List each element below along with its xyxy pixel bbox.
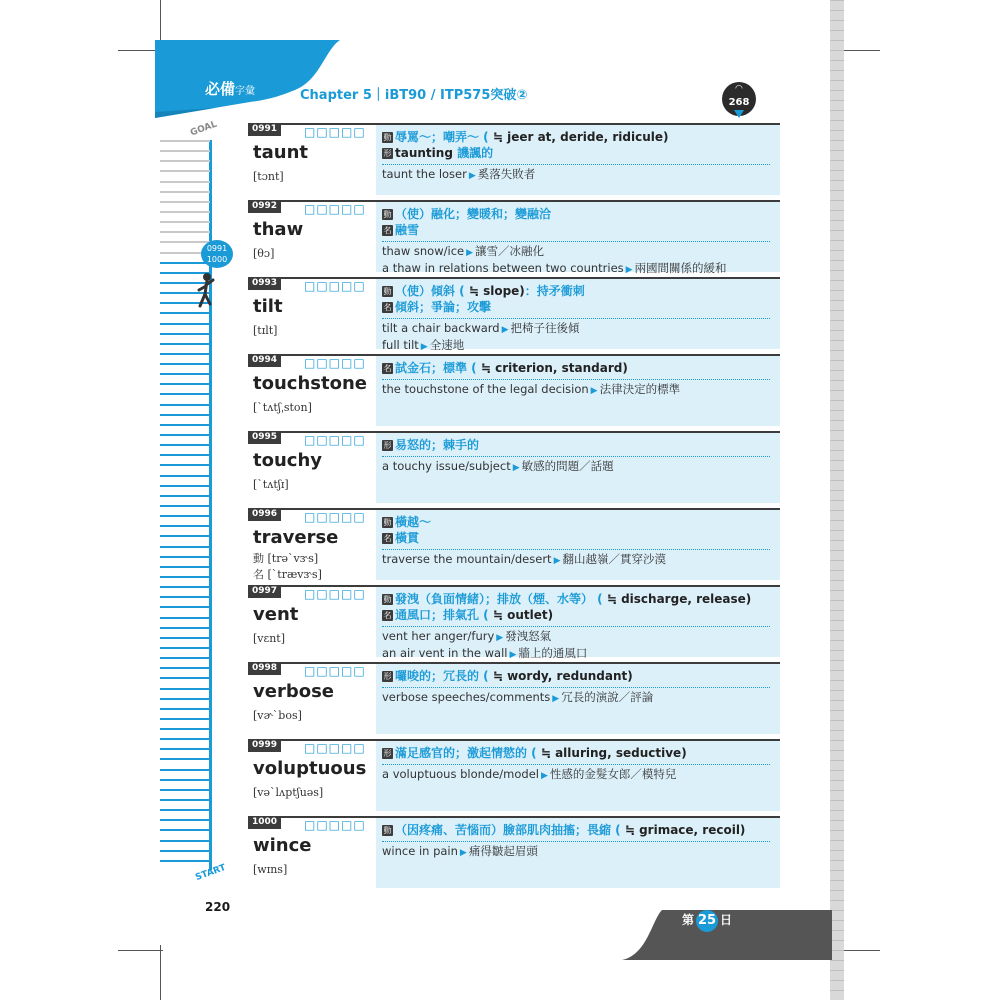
example-line <box>382 646 772 663</box>
definition-line <box>382 745 772 761</box>
part-of-speech-icon: 形 <box>383 441 392 450</box>
vocab-entry <box>248 508 780 580</box>
definition-zh: （使）傾斜 ( <box>395 284 465 298</box>
checkbox-row[interactable]: □□□□□ <box>304 125 366 139</box>
headword: vent <box>253 604 299 625</box>
definition-line <box>382 299 772 315</box>
entry-number: 0999 <box>248 739 281 752</box>
dotted-divider <box>382 764 770 765</box>
ladder-rung <box>160 383 210 385</box>
definition-line <box>382 360 772 376</box>
definition-zh: 囉唆的；冗長的 ( <box>395 669 489 683</box>
ladder-rung <box>160 343 210 345</box>
ladder-rung <box>160 627 210 629</box>
dotted-divider <box>382 549 770 550</box>
example-en: taunt the loser <box>382 167 467 181</box>
example-zh: 把椅子往後傾 <box>510 321 580 335</box>
example-en: verbose speeches/comments <box>382 690 551 704</box>
vocab-entry <box>248 123 780 195</box>
definition-en: ≒ grimace, recoil) <box>620 823 746 837</box>
ladder-rung <box>160 323 210 325</box>
dotted-divider <box>382 687 770 688</box>
part-of-speech-icon: 名 <box>383 364 392 373</box>
ladder-rung <box>160 333 210 335</box>
ladder-rung <box>160 505 210 507</box>
checkbox-row[interactable]: □□□□□ <box>304 664 366 678</box>
goal-label: GOAL <box>189 119 219 139</box>
definition-zh: 易怒的；棘手的 <box>395 438 480 452</box>
ladder-rung <box>160 414 210 416</box>
definition-zh: 傾斜；爭論；攻擊 <box>395 300 492 314</box>
ladder-rung <box>160 424 210 426</box>
arrow-icon: ▶ <box>468 171 476 181</box>
example-en: wince in pain <box>382 844 458 858</box>
entry-number: 1000 <box>248 816 281 829</box>
example-zh: 全速地 <box>429 338 465 352</box>
definition-zh: 發洩（負面情緒）；排放（煙、水等） ( <box>395 592 603 606</box>
example-en: thaw snow/ice <box>382 244 465 258</box>
arrow-icon: ▶ <box>501 325 509 335</box>
definitions <box>382 668 772 707</box>
entry-number: 0994 <box>248 354 281 367</box>
bubble-start-id: 0991 <box>206 244 228 253</box>
ladder-rung <box>160 860 210 862</box>
part-of-speech-icon: 動 <box>383 287 392 296</box>
dotted-divider <box>382 164 770 165</box>
ladder-rung <box>160 485 210 487</box>
vocab-entry <box>248 585 780 660</box>
ladder-rung <box>160 576 210 578</box>
headword: taunt <box>253 142 308 163</box>
pronunciation: 動 [trəˋvɝs] <box>253 552 319 565</box>
definition-en: ≒ alluring, seductive) <box>536 746 687 760</box>
climber-icon <box>195 272 217 312</box>
part-of-speech-icon: 動 <box>383 595 392 604</box>
ladder-rung <box>160 495 210 497</box>
crop-mark <box>118 950 163 951</box>
ladder-rung <box>160 657 210 659</box>
ladder-rung <box>160 353 210 355</box>
definition-line <box>382 514 772 530</box>
pronunciation-noun: 名 [ˋtrævɝs] <box>253 568 322 581</box>
ladder-rung <box>160 211 210 213</box>
definition-line <box>382 283 772 299</box>
ladder-rung <box>160 758 210 760</box>
entry-number: 0996 <box>248 508 281 521</box>
ladder-rung <box>160 444 210 446</box>
example-en: vent her anger/fury <box>382 629 495 643</box>
definition-en: ≒ slope) <box>464 284 525 298</box>
definition-en: ≒ criterion, standard) <box>476 361 628 375</box>
pronunciation: [vɚˋbos] <box>253 709 302 722</box>
part-of-speech-icon: 名 <box>383 303 392 312</box>
headword: tilt <box>253 296 283 317</box>
day-suffix: 日 <box>720 913 733 927</box>
ladder-rung <box>160 586 210 588</box>
checkbox-row[interactable]: □□□□□ <box>304 741 366 755</box>
ladder-rung <box>160 809 210 811</box>
bubble-end-id: 1000 <box>206 255 228 264</box>
definitions <box>382 437 772 476</box>
example-line <box>382 767 772 784</box>
pronunciation: [tɔnt] <box>253 170 284 183</box>
entry-number: 0995 <box>248 431 281 444</box>
entry-number: 0991 <box>248 123 281 136</box>
ladder-rung <box>160 181 210 183</box>
ladder-rung <box>160 748 210 750</box>
definition-zh: 橫貫 <box>395 531 420 545</box>
definition-zh: 融雪 <box>395 223 420 237</box>
definition-zh: （因疼痛、苦惱而）臉部肌肉抽搐；畏縮 ( <box>395 823 621 837</box>
ladder-rung <box>160 201 210 203</box>
ladder-rung <box>160 617 210 619</box>
example-en: full tilt <box>382 338 419 352</box>
checkbox-row[interactable]: □□□□□ <box>304 433 366 447</box>
ladder-rung <box>160 454 210 456</box>
part-of-speech-icon: 動 <box>383 826 392 835</box>
ladder-rung <box>160 698 210 700</box>
example-line <box>382 629 772 646</box>
part-of-speech-icon: 名 <box>383 226 392 235</box>
ladder-rung <box>160 434 210 436</box>
entry-number: 0992 <box>248 200 281 213</box>
definition-zh-extra: ：持矛衝刺 <box>524 284 585 298</box>
definitions <box>382 283 772 355</box>
audio-track-number: 268 <box>728 97 750 108</box>
vocab-entry <box>248 354 780 426</box>
definitions <box>382 745 772 784</box>
ladder-rung <box>160 515 210 517</box>
headword: thaw <box>253 219 304 240</box>
example-zh: 冗長的演說／評論 <box>561 690 654 704</box>
vocab-entry <box>248 662 780 734</box>
part-of-speech-icon: 形 <box>383 672 392 681</box>
definition-line <box>382 129 772 145</box>
entry-number: 0997 <box>248 585 281 598</box>
example-line <box>382 459 772 476</box>
definition-zh: 通風口；排氣孔 ( <box>395 608 489 622</box>
ladder-rung <box>160 150 210 152</box>
definitions <box>382 591 772 663</box>
dotted-divider <box>382 318 770 319</box>
arrow-icon: ▶ <box>420 342 428 352</box>
pronunciation: [ˋtʌtʃɪ] <box>253 478 289 491</box>
definition-zh: 辱罵～；嘲弄～ ( <box>395 130 489 144</box>
ladder-rung <box>160 708 210 710</box>
example-en: a touchy issue/subject <box>382 459 511 473</box>
definition-line <box>382 607 772 623</box>
definition-en: ≒ wordy, redundant) <box>488 669 633 683</box>
part-of-speech-icon: 形 <box>383 749 392 758</box>
headword: touchstone <box>253 373 367 394</box>
example-zh: 讓雪／冰融化 <box>475 244 545 258</box>
example-line <box>382 261 772 278</box>
pronunciation: [vɛnt] <box>253 632 286 645</box>
arrow-icon: ▶ <box>512 463 520 473</box>
page-title <box>205 78 255 99</box>
example-line <box>382 844 772 861</box>
example-zh: 發洩怒氣 <box>505 629 552 643</box>
example-en: a thaw in relations between two countries <box>382 261 624 275</box>
example-line <box>382 321 772 338</box>
example-zh: 敏感的問題／話題 <box>521 459 614 473</box>
example-zh: 法律決定的標準 <box>599 382 681 396</box>
ladder-rung <box>160 535 210 537</box>
ladder-rung <box>160 738 210 740</box>
ladder-rung <box>160 312 210 314</box>
example-line <box>382 552 772 569</box>
part-of-speech-icon: 名 <box>383 534 392 543</box>
ladder-rung <box>160 789 210 791</box>
entry-number: 0998 <box>248 662 281 675</box>
vocab-entry <box>248 277 780 352</box>
example-en: traverse the mountain/desert <box>382 552 552 566</box>
day-prefix: 第 <box>682 913 695 927</box>
checkbox-row[interactable]: □□□□□ <box>304 202 366 216</box>
arrow-icon: ▶ <box>496 633 504 643</box>
definitions <box>382 129 772 184</box>
ladder-rung <box>160 566 210 568</box>
arrow-icon: ▶ <box>553 556 561 566</box>
chapter-label: Chapter 5｜iBT90 / ITP575突破② <box>300 88 528 103</box>
ladder-rung <box>160 464 210 466</box>
day-indicator <box>682 910 732 932</box>
ladder-rung <box>160 647 210 649</box>
definition-line <box>382 591 772 607</box>
definition-zh: 試金石；標準 ( <box>395 361 477 375</box>
example-line <box>382 690 772 707</box>
example-en: an air vent in the wall <box>382 646 508 660</box>
dotted-divider <box>382 379 770 380</box>
part-of-speech-icon: 動 <box>383 133 392 142</box>
arrow-icon: ▶ <box>540 771 548 781</box>
crop-mark <box>160 945 161 1000</box>
ladder-rung <box>160 728 210 730</box>
headword: verbose <box>253 681 334 702</box>
definition-en: ≒ outlet) <box>488 608 554 622</box>
example-line <box>382 382 772 399</box>
example-zh: 翻山越嶺／貫穿沙漠 <box>562 552 666 566</box>
definitions <box>382 206 772 278</box>
arrow-icon: ▶ <box>552 694 560 704</box>
ladder-rung <box>160 799 210 801</box>
ladder-rung <box>160 160 210 162</box>
title-suffix: 字彙 <box>235 86 256 97</box>
ladder-rung <box>160 840 210 842</box>
part-of-speech-icon: 動 <box>383 518 392 527</box>
ladder-rung <box>160 850 210 852</box>
dotted-divider <box>382 841 770 842</box>
vocab-entry <box>248 739 780 811</box>
ladder-rung <box>160 546 210 548</box>
vocab-entry <box>248 431 780 503</box>
definition-zh: 滿足感官的；激起情慾的 ( <box>395 746 537 760</box>
part-of-speech-icon: 動 <box>383 210 392 219</box>
arrow-icon: ▶ <box>509 650 517 660</box>
arrow-icon: ▶ <box>590 386 598 396</box>
definitions <box>382 822 772 861</box>
ladder-rung <box>160 667 210 669</box>
ladder-rung <box>160 363 210 365</box>
definition-zh: （使）融化；變暖和；變融洽 <box>395 207 552 221</box>
ladder-rung <box>160 393 210 395</box>
ladder-rung <box>160 404 210 406</box>
checkbox-row[interactable]: □□□□□ <box>304 356 366 370</box>
pronunciation: [vəˋlʌptʃuəs] <box>253 786 324 799</box>
definitions <box>382 360 772 399</box>
headword: voluptuous <box>253 758 367 779</box>
ladder-rung <box>160 221 210 223</box>
definition-en: ≒ jeer at, deride, ridicule) <box>488 130 669 144</box>
definition-line <box>382 668 772 684</box>
arrow-icon: ▶ <box>625 265 633 275</box>
ladder-rung <box>160 373 210 375</box>
title-text: 必備 <box>205 80 236 98</box>
pronunciation: [tɪlt] <box>253 324 278 337</box>
pronunciation: [θɔ] <box>253 247 275 260</box>
checkbox-row[interactable]: □□□□□ <box>304 587 366 601</box>
ladder-rung <box>160 718 210 720</box>
example-en: a voluptuous blonde/model <box>382 767 539 781</box>
audio-icon: ◠ <box>735 84 743 94</box>
part-of-speech-icon: 形 <box>383 149 392 158</box>
definition-line <box>382 145 772 161</box>
dotted-divider <box>382 626 770 627</box>
example-line <box>382 167 772 184</box>
page-number: 220 <box>205 900 231 914</box>
headword: touchy <box>253 450 323 471</box>
example-zh: 痛得皺起眉頭 <box>468 844 538 858</box>
vocab-entry <box>248 816 780 888</box>
ladder-rung <box>160 769 210 771</box>
arrow-icon: ▶ <box>459 848 467 858</box>
ladder-rung <box>160 829 210 831</box>
example-en: the touchstone of the legal decision <box>382 382 589 396</box>
checkbox-row[interactable]: □□□□□ <box>304 510 366 524</box>
definition-zh-extra: 譏諷的 <box>457 146 494 160</box>
definitions <box>382 514 772 569</box>
headword: traverse <box>253 527 339 548</box>
ladder-rung <box>160 819 210 821</box>
definition-line <box>382 206 772 222</box>
definition-en: ≒ discharge, release) <box>602 592 752 606</box>
ladder-rung <box>160 606 210 608</box>
example-line <box>382 244 772 261</box>
vocab-entry <box>248 200 780 275</box>
definition-line <box>382 437 772 453</box>
definition-zh: 橫越～ <box>395 515 432 529</box>
example-en: tilt a chair backward <box>382 321 500 335</box>
ladder-rung <box>160 677 210 679</box>
margin-strip <box>830 0 844 1000</box>
ladder-rung <box>160 231 210 233</box>
progress-bubble <box>201 240 233 268</box>
ladder-rung <box>160 688 210 690</box>
ladder-rung <box>160 170 210 172</box>
example-zh: 兩國間關係的緩和 <box>634 261 727 275</box>
ladder-rung <box>160 556 210 558</box>
definition-line <box>382 822 772 838</box>
ladder-rung <box>160 596 210 598</box>
checkbox-row[interactable]: □□□□□ <box>304 279 366 293</box>
definition-line <box>382 222 772 238</box>
example-zh: 性感的金髮女郎／模特兒 <box>549 767 677 781</box>
example-zh: 牆上的通風口 <box>518 646 588 660</box>
ladder-rung <box>160 475 210 477</box>
dotted-divider <box>382 456 770 457</box>
start-label: START <box>194 862 228 884</box>
entry-number: 0993 <box>248 277 281 290</box>
definition-line <box>382 530 772 546</box>
ladder-rung <box>160 779 210 781</box>
pronunciation: [wɪns] <box>253 863 288 876</box>
definition-en: taunting <box>395 146 458 160</box>
day-number: 25 <box>696 910 718 932</box>
arrow-icon: ▶ <box>466 248 474 258</box>
ladder-rung <box>160 637 210 639</box>
dotted-divider <box>382 241 770 242</box>
pronunciation: [ˋtʌtʃˌston] <box>253 401 312 414</box>
example-line <box>382 338 772 355</box>
badge-pointer <box>734 110 744 118</box>
checkbox-row[interactable]: □□□□□ <box>304 818 366 832</box>
part-of-speech-icon: 名 <box>383 611 392 620</box>
example-zh: 奚落失敗者 <box>477 167 536 181</box>
ladder-rung <box>160 191 210 193</box>
ladder-rung <box>160 525 210 527</box>
headword: wince <box>253 835 312 856</box>
ladder-rung <box>160 140 210 142</box>
